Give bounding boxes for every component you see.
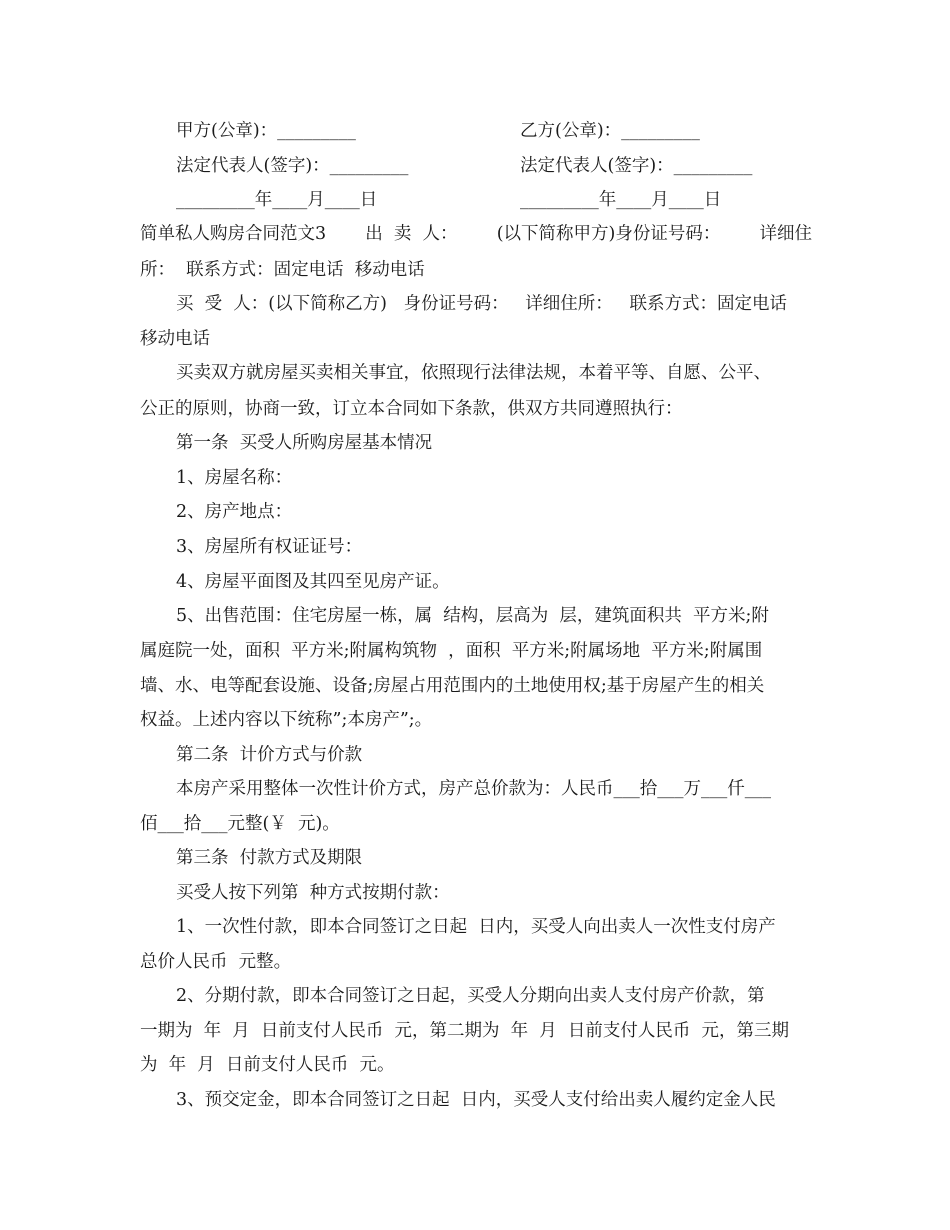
- clause-line: 2、分期付款，即本合同签订之日起，买受人分期向出卖人支付房产价款，第: [176, 986, 765, 1006]
- article-heading: 第三条 付款方式及期限: [176, 848, 363, 868]
- clause-line: 佰___拾___元整(￥ 元)。: [140, 814, 340, 834]
- clause-line: 权益。上述内容以下统称”;本房产”;。: [140, 710, 433, 730]
- seller-address-label: 详细住: [759, 224, 812, 244]
- party-a-date: _________年____月____日: [176, 190, 378, 210]
- clause-line: 为 年 月 日前支付人民币 元。: [140, 1055, 395, 1075]
- party-a-seal: 甲方(公章)：_________: [176, 121, 356, 141]
- clause-line: 2、房产地点：: [176, 502, 293, 522]
- seller-line: [140, 222, 812, 246]
- clause-line: 总价人民币 元整。: [140, 952, 292, 972]
- clause-line: 墙、水、电等配套设施、设备;房屋占用范围内的土地使用权;基于房屋产生的相关: [140, 676, 765, 696]
- party-b-date: _________年____月____日: [520, 190, 722, 210]
- party-b-representative: 法定代表人(签字)：_________: [520, 156, 753, 176]
- buyer-contact-line: 移动电话: [140, 329, 210, 349]
- clause-line: 1、房屋名称：: [176, 468, 293, 488]
- clause-line: 本房产采用整体一次性计价方式，房产总价款为：人民币___拾___万___仟___: [176, 779, 771, 799]
- article-heading: 第二条 计价方式与价款: [176, 745, 363, 765]
- clause-line: 属庭院一处，面积 平方米;附属构筑物 ，面积 平方米;附属场地 平方米;附属围: [140, 641, 763, 661]
- preamble-line: 买卖双方就房屋买卖相关事宜，依照现行法律法规，本着平等、自愿、公平、: [176, 363, 771, 383]
- seller-id-label: (以下简称甲方)身份证号码：: [496, 224, 721, 244]
- clause-line: 4、房屋平面图及其四至见房产证。: [176, 572, 450, 592]
- preamble-line: 公正的原则，协商一致，订立本合同如下条款，供双方共同遵照执行：: [140, 399, 683, 419]
- clause-line: 3、预交定金，即本合同签订之日起 日内，买受人支付给出卖人履约定金人民: [176, 1090, 776, 1110]
- clause-line: 5、出售范围：住宅房屋一栋，属 结构，层高为 层，建筑面积共 平方米;附: [176, 606, 769, 626]
- party-a-representative: 法定代表人(签字)：_________: [176, 156, 409, 176]
- buyer-line: 买 受 人：(以下简称乙方) 身份证号码： 详细住所： 联系方式：固定电话: [176, 294, 787, 314]
- contract-title: 简单私人购房合同范文3: [140, 224, 327, 244]
- clause-line: 买受人按下列第 种方式按期付款：: [176, 883, 450, 903]
- clause-line: 1、一次性付款，即本合同签订之日起 日内，买受人向出卖人一次性支付房产: [176, 917, 776, 937]
- party-b-seal: 乙方(公章)：_________: [520, 121, 700, 141]
- clause-line: 3、房屋所有权证证号：: [176, 537, 363, 557]
- seller-label: 出 卖 人：: [365, 224, 458, 244]
- seller-contact-line: 所： 联系方式：固定电话 移动电话: [140, 260, 425, 280]
- clause-line: 一期为 年 月 日前支付人民币 元，第二期为 年 月 日前支付人民币 元，第三期: [140, 1021, 790, 1041]
- article-heading: 第一条 买受人所购房屋基本情况: [176, 433, 433, 453]
